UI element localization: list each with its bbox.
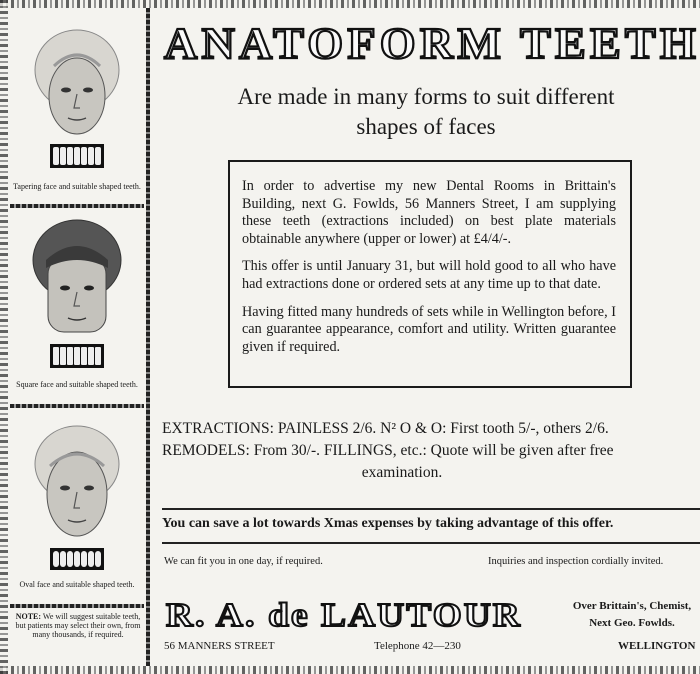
panel-divider: [10, 604, 144, 608]
bottom-border: [0, 666, 700, 674]
remodels-line: REMODELS: From 30/-. FILLINGS, etc.: Quote will be given after free: [162, 442, 614, 459]
brand-name: [164, 592, 524, 632]
offer-paragraph-3: Having fitted many hundreds of sets while in Wellington before, I can guarantee appearance, comfort and utility. Written guarantee given if required.: [242, 303, 616, 355]
oval-face-portrait-icon: [24, 422, 130, 576]
note-body: We will suggest suitable teeth, but patients may select their own, from many thousands, if required.: [15, 612, 141, 639]
offer-paragraph-1: In order to advertise my new Dental Rooms in Brittain's Building, next G. Fowlds, 56 Manners Street, I am supplying these teeth (extractions included) on best plate materials obtainable anywhere (upper or lower) at £4/4/-.: [242, 178, 616, 247]
square-face-caption: Square face and suitable shaped teeth.: [16, 380, 138, 389]
extractions-line: EXTRACTIONS: PAINLESS 2/6. N² O & O: First tooth 5/-, others 2/6.: [162, 420, 609, 437]
oval-face-caption: Oval face and suitable shaped teeth.: [19, 580, 135, 589]
left-border: [0, 0, 8, 674]
square-face-portrait-icon: [24, 218, 130, 374]
brand-name-text: R. A. de LAUTOUR: [166, 597, 522, 632]
panel-divider: [10, 204, 144, 208]
offer-paragraph-2: This offer is until January 31, but will hold good to all who have had extractions done or ordered sets at any time up to that date.: [242, 258, 616, 292]
city: WELLINGTON: [618, 640, 696, 652]
subheadline: [152, 82, 700, 142]
top-border: [0, 0, 700, 8]
address-line1: Over Brittain's, Chemist,: [572, 600, 692, 612]
rule-bottom: [162, 542, 700, 544]
subheadline-line1: Are made in many forms to suit different: [237, 84, 615, 109]
headline: [162, 14, 700, 68]
tapering-face-caption: Tapering face and suitable shaped teeth.: [13, 182, 141, 191]
street-address: 56 MANNERS STREET: [164, 640, 275, 652]
examination-line: examination.: [361, 464, 443, 481]
headline-text: ANATOFORM TEETH: [164, 19, 700, 68]
address-line2: Next Geo. Fowlds.: [589, 617, 675, 629]
price-list: [162, 418, 700, 484]
savings-line: You can save a lot towards Xmas expenses by taking advantage of this offer.: [162, 516, 614, 531]
subheadline-line2: shapes of faces: [356, 114, 496, 139]
panel-divider: [10, 404, 144, 408]
one-day-text: We can fit you in one day, if required.: [164, 556, 323, 567]
inquiries-text: Inquiries and inspection cordially invited.: [488, 556, 664, 567]
portrait-column: [10, 8, 144, 666]
column-divider: [146, 8, 150, 666]
note-text: [14, 612, 142, 639]
telephone: Telephone 42—230: [374, 640, 461, 652]
address-right: [564, 598, 700, 632]
offer-box: [228, 160, 632, 388]
note-label: NOTE:: [15, 612, 42, 621]
tapering-face-portrait-icon: [24, 26, 130, 176]
rule-top: [162, 508, 700, 510]
advertisement-main: [152, 8, 700, 666]
